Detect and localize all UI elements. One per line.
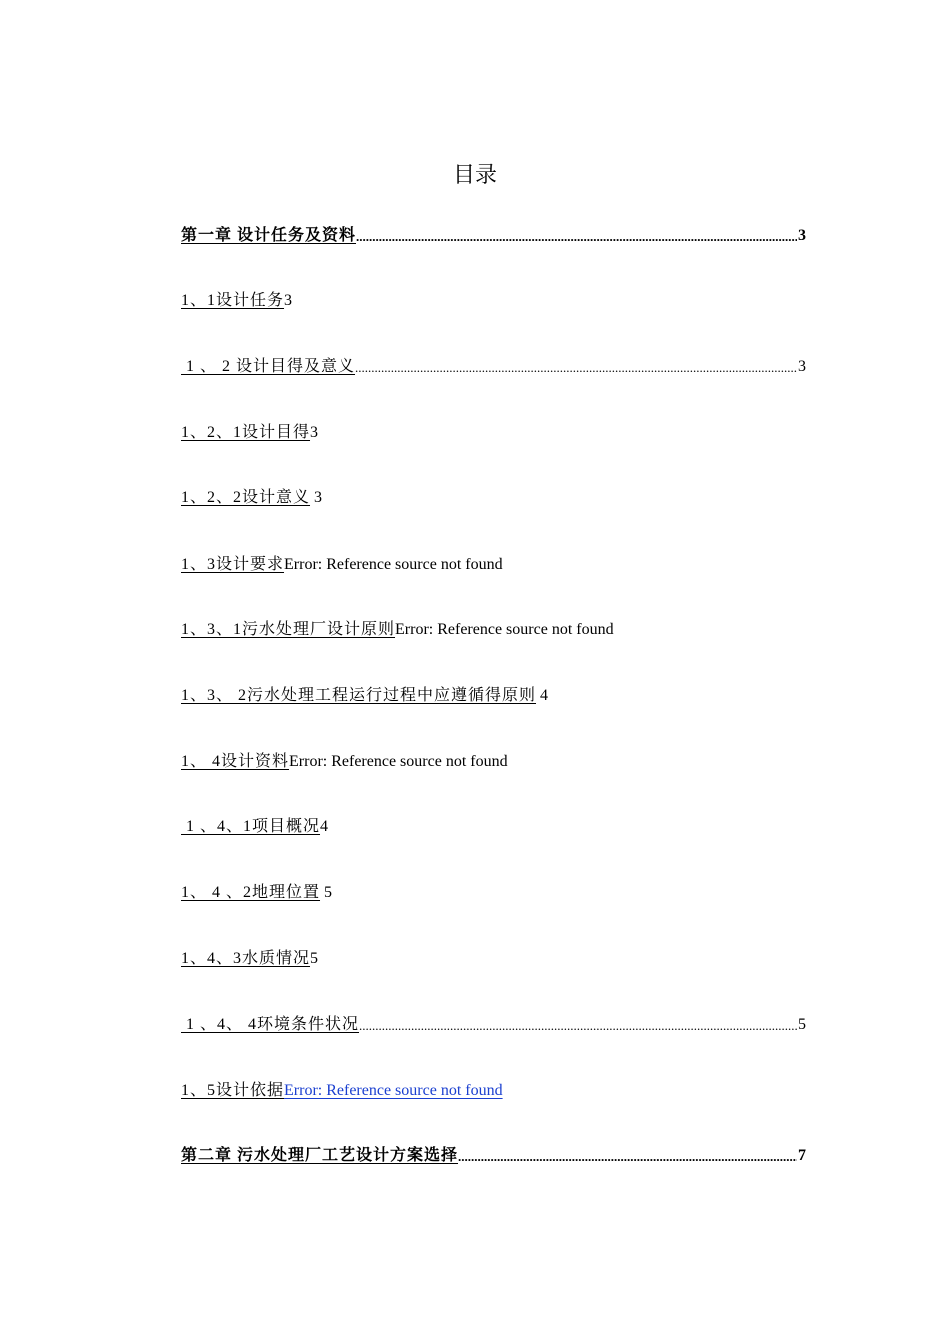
toc-page-number: 3 xyxy=(284,292,293,309)
toc-reference-error-link[interactable]: Error: Reference source not found xyxy=(284,1082,503,1099)
toc-page-number: 5 xyxy=(310,950,319,967)
toc-page-number: 3 xyxy=(310,489,323,506)
toc-entry-label[interactable]: 1、2、2设计意义 xyxy=(181,489,311,506)
toc-page-number: 5 xyxy=(320,884,333,901)
toc-page-number: 3 xyxy=(798,358,806,375)
toc-entry-label[interactable]: 1、5设计依据 xyxy=(181,1082,285,1099)
toc-entry-chapter-2[interactable] xyxy=(181,1143,806,1167)
toc-entry-label[interactable]: 1、2、1设计目得 xyxy=(181,424,311,441)
toc-page-number: 4 xyxy=(536,687,549,704)
toc-entry-1-4-2[interactable] xyxy=(181,880,806,904)
toc-reference-error: Error: Reference source not found xyxy=(284,556,503,573)
toc-entry-1-1[interactable] xyxy=(181,288,806,312)
toc-entry-label[interactable]: 1、3、1污水处理厂设计原则 xyxy=(181,621,396,638)
toc-reference-error: Error: Reference source not found xyxy=(395,621,614,638)
toc-entry-label[interactable]: 1、 4 、2地理位置 xyxy=(181,884,321,901)
toc-dot-leader xyxy=(355,359,797,378)
toc-entry-chapter-1[interactable] xyxy=(181,223,806,247)
toc-entry-label[interactable]: 1、 4设计资料 xyxy=(181,753,290,770)
toc-page-number: 3 xyxy=(310,424,319,441)
toc-entry-1-3-2[interactable] xyxy=(181,683,806,707)
toc-entry-label[interactable]: 1、4、3水质情况 xyxy=(181,950,311,967)
toc-reference-error: Error: Reference source not found xyxy=(289,753,508,770)
toc-entry-label[interactable]: 1、3设计要求 xyxy=(181,556,285,573)
toc-entry-1-2-2[interactable] xyxy=(181,485,806,509)
toc-entry-1-3[interactable] xyxy=(181,552,806,576)
toc-page-number: 5 xyxy=(798,1016,806,1033)
toc-entry-label[interactable]: 1 、 2 设计目得及意义 xyxy=(181,358,356,375)
toc-entry-label[interactable]: 1 、4、 4环境条件状况 xyxy=(181,1016,360,1033)
toc-entry-1-4-4[interactable] xyxy=(181,1012,806,1036)
toc-page-number: 7 xyxy=(798,1147,806,1164)
toc-dot-leader xyxy=(359,1017,797,1036)
toc-dot-leader xyxy=(458,1148,797,1167)
toc-page-number: 4 xyxy=(320,818,329,835)
toc-entry-label[interactable]: 第一章 设计任务及资料 xyxy=(181,227,357,244)
toc-entry-1-3-1[interactable] xyxy=(181,617,806,641)
toc-entry-1-4[interactable] xyxy=(181,749,806,773)
toc-page-number: 3 xyxy=(798,227,806,244)
toc-entry-label[interactable]: 1、1设计任务 xyxy=(181,292,285,309)
toc-entry-1-2-1[interactable] xyxy=(181,420,806,444)
toc-entry-label[interactable]: 1 、4、1项目概况 xyxy=(181,818,321,835)
toc-entry-1-4-1[interactable] xyxy=(181,814,806,838)
toc-entry-1-4-3[interactable] xyxy=(181,946,806,970)
toc-dot-leader xyxy=(356,228,797,247)
toc-entry-label[interactable]: 第二章 污水处理厂工艺设计方案选择 xyxy=(181,1147,459,1164)
toc-entry-1-2[interactable] xyxy=(181,354,806,378)
toc-entry-1-5[interactable] xyxy=(181,1078,806,1102)
toc-title: 目录 xyxy=(452,162,497,187)
toc-entry-label[interactable]: 1、3、 2污水处理工程运行过程中应遵循得原则 xyxy=(181,687,537,704)
